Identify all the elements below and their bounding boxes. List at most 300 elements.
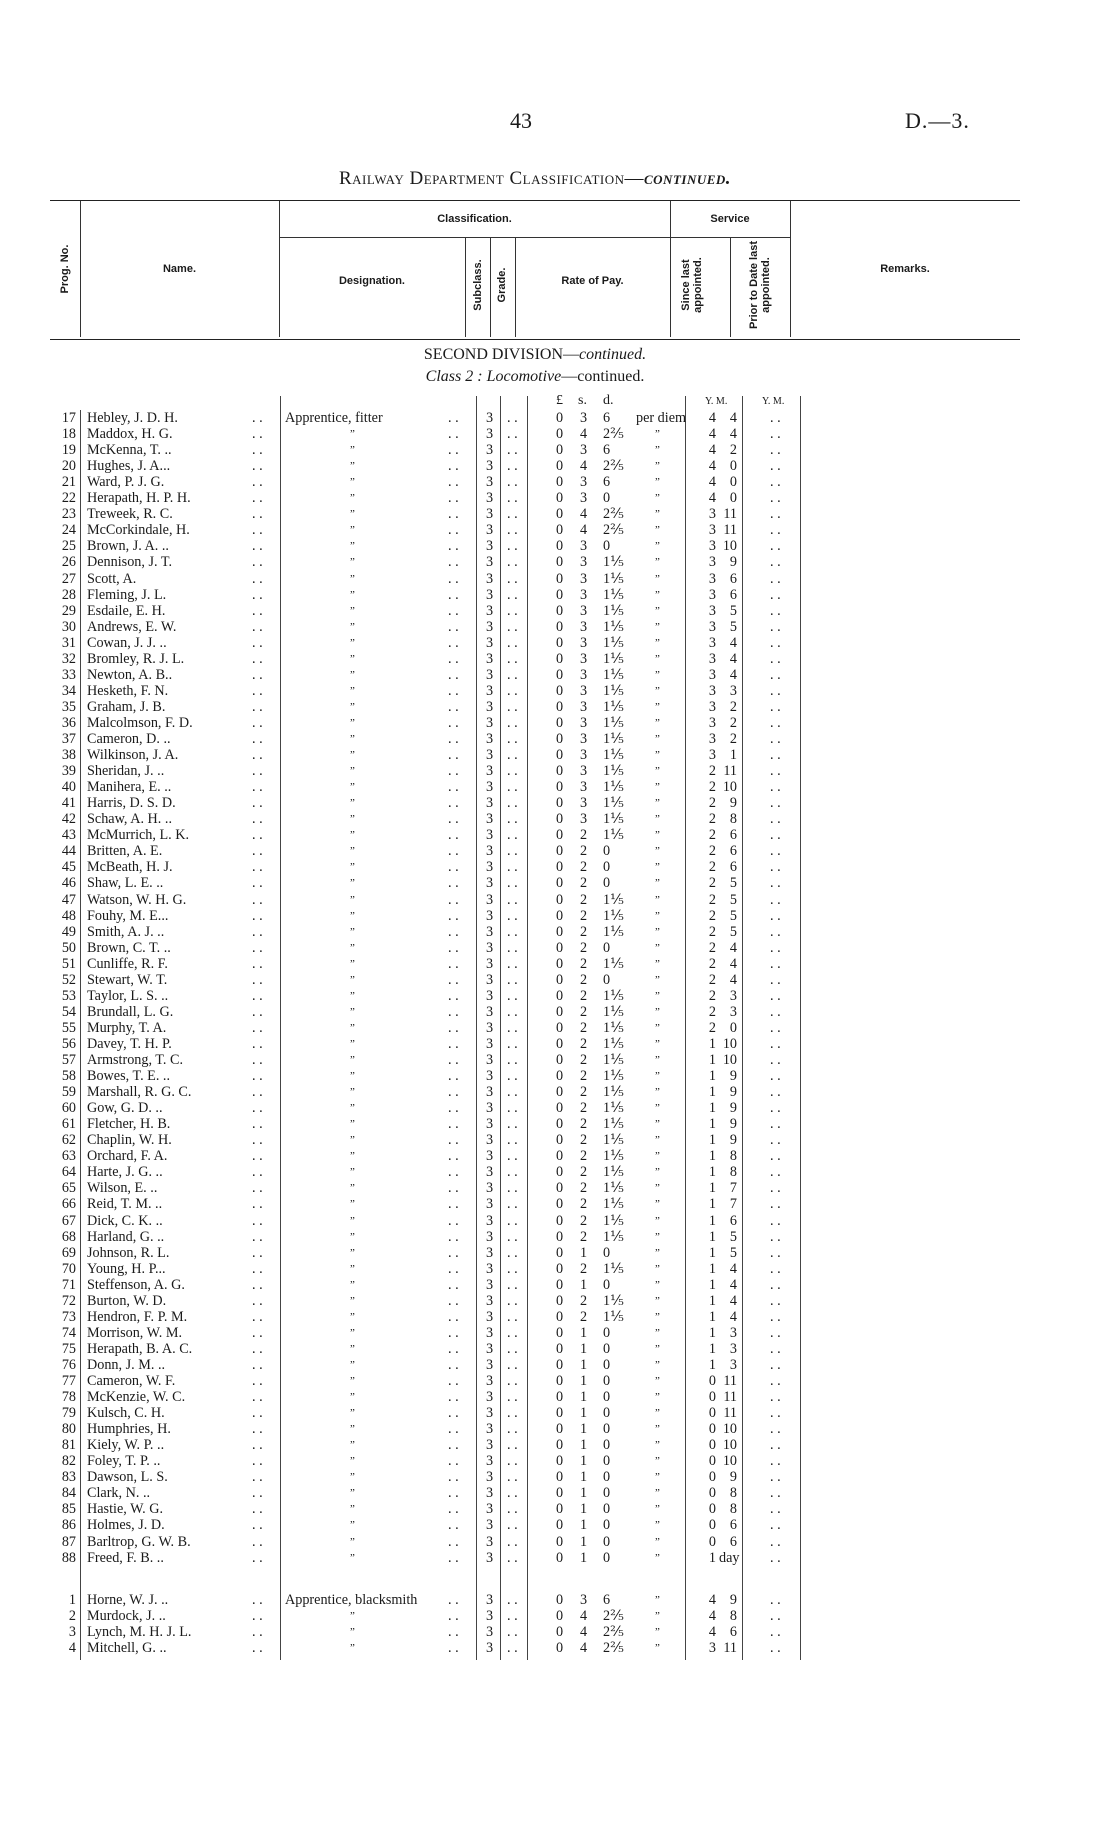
subclass-cell: 3 xyxy=(486,859,494,875)
service-months-cell: 2 xyxy=(729,442,737,458)
designation-leader-dots: . . xyxy=(448,1405,459,1421)
prog-no-cell: 54 xyxy=(61,1004,76,1020)
service-years-cell: 2 xyxy=(708,988,716,1004)
prog-no-cell: 56 xyxy=(61,1036,76,1052)
subclass-cell: 3 xyxy=(486,1116,494,1132)
prog-no-cell: 75 xyxy=(61,1341,76,1357)
prog-no-cell: 55 xyxy=(61,1020,76,1036)
service-years-cell: 1 xyxy=(708,1229,716,1245)
per-cell: ” xyxy=(655,428,660,440)
per-cell: ” xyxy=(655,1150,660,1162)
subclass-cell: 3 xyxy=(486,1164,494,1180)
service-months-cell: 4 xyxy=(729,1261,737,1277)
subclass-leader-dots: . . xyxy=(507,474,518,490)
designation-leader-dots: . . xyxy=(448,1534,459,1550)
name-cell: Britten, A. E. xyxy=(87,843,163,859)
prior-service-dots: . . xyxy=(770,490,781,506)
subclass-cell: 3 xyxy=(486,1052,494,1068)
name-leader-dots: . . xyxy=(252,1100,263,1116)
pence-cell: 1⅕ xyxy=(603,956,624,972)
name-leader-dots: . . xyxy=(252,715,263,731)
subclass-leader-dots: . . xyxy=(507,683,518,699)
table-row xyxy=(0,1640,1114,1656)
subclass-cell: 3 xyxy=(486,1624,494,1640)
subclass-cell: 3 xyxy=(486,490,494,506)
name-leader-dots: . . xyxy=(252,940,263,956)
pence-cell: 1⅕ xyxy=(603,1293,624,1309)
service-years-cell: 3 xyxy=(708,747,716,763)
designation-cell: ” xyxy=(350,556,355,568)
designation-cell: ” xyxy=(350,1198,355,1210)
subclass-cell: 3 xyxy=(486,1421,494,1437)
prior-service-dots: . . xyxy=(770,1229,781,1245)
name-leader-dots: . . xyxy=(252,1196,263,1212)
prog-no-cell: 27 xyxy=(61,571,76,587)
name-leader-dots: . . xyxy=(252,1453,263,1469)
subclass-cell: 3 xyxy=(486,699,494,715)
service-years-cell: 1 xyxy=(708,1148,716,1164)
prior-service-dots: . . xyxy=(770,699,781,715)
prior-service-dots: . . xyxy=(770,1036,781,1052)
designation-leader-dots: . . xyxy=(448,1020,459,1036)
prior-service-dots: . . xyxy=(770,1389,781,1405)
name-cell: Cameron, D. .. xyxy=(87,731,171,747)
prog-no-cell: 64 xyxy=(61,1164,76,1180)
name-cell: Manihera, E. .. xyxy=(87,779,172,795)
pence-cell: 1⅕ xyxy=(603,763,624,779)
prog-no-cell: 78 xyxy=(61,1389,76,1405)
prior-service-dots: . . xyxy=(770,811,781,827)
service-years-cell: 2 xyxy=(708,972,716,988)
shillings-cell: 2 xyxy=(580,1132,588,1148)
pounds-cell: 0 xyxy=(556,1261,564,1277)
designation-leader-dots: . . xyxy=(448,1373,459,1389)
subclass-leader-dots: . . xyxy=(507,1357,518,1373)
service-years-cell: 0 xyxy=(708,1373,716,1389)
per-cell: ” xyxy=(655,1343,660,1355)
prior-service-dots: . . xyxy=(770,924,781,940)
prior-service-dots: . . xyxy=(770,988,781,1004)
service-months-cell: 6 xyxy=(729,587,737,603)
designation-leader-dots: . . xyxy=(448,747,459,763)
pence-cell: 1⅕ xyxy=(603,892,624,908)
prior-service-dots: . . xyxy=(770,571,781,587)
service-years-cell: 2 xyxy=(708,1004,716,1020)
subclass-cell: 3 xyxy=(486,1068,494,1084)
table-row xyxy=(0,763,1114,779)
designation-cell: ” xyxy=(350,1295,355,1307)
name-cell: Brown, C. T. .. xyxy=(87,940,171,956)
pounds-cell: 0 xyxy=(556,619,564,635)
shillings-cell: 2 xyxy=(580,1004,588,1020)
table-row xyxy=(0,908,1114,924)
designation-leader-dots: . . xyxy=(448,1116,459,1132)
name-cell: Andrews, E. W. xyxy=(87,619,177,635)
service-months-cell: 11 xyxy=(723,763,737,779)
prog-no-cell: 46 xyxy=(61,875,76,891)
service-years-cell: 3 xyxy=(708,683,716,699)
pounds-cell: 0 xyxy=(556,795,564,811)
prior-service-dots: . . xyxy=(770,1277,781,1293)
prog-no-cell: 72 xyxy=(61,1293,76,1309)
service-years-cell: 0 xyxy=(708,1453,716,1469)
table-row xyxy=(0,1229,1114,1245)
designation-cell: ” xyxy=(350,1375,355,1387)
table-row xyxy=(0,1084,1114,1100)
designation-cell: ” xyxy=(350,1503,355,1515)
pence-cell: 2⅖ xyxy=(603,458,624,474)
per-cell: ” xyxy=(655,1503,660,1515)
designation-leader-dots: . . xyxy=(448,474,459,490)
service-years-cell: 0 xyxy=(708,1469,716,1485)
pence-cell: 1⅕ xyxy=(603,779,624,795)
designation-leader-dots: . . xyxy=(448,410,459,426)
pounds-cell: 0 xyxy=(556,827,564,843)
subclass-leader-dots: . . xyxy=(507,1592,518,1608)
service-months-cell: 0 xyxy=(729,458,737,474)
designation-leader-dots: . . xyxy=(448,1421,459,1437)
table-row xyxy=(0,1164,1114,1180)
pounds-cell: 0 xyxy=(556,410,564,426)
shillings-cell: 2 xyxy=(580,988,588,1004)
subclass-cell: 3 xyxy=(486,667,494,683)
per-cell: ” xyxy=(655,540,660,552)
subclass-leader-dots: . . xyxy=(507,795,518,811)
shillings-cell: 3 xyxy=(580,667,588,683)
name-leader-dots: . . xyxy=(252,587,263,603)
name-leader-dots: . . xyxy=(252,442,263,458)
per-cell: ” xyxy=(655,1086,660,1098)
service-years-cell: 1 xyxy=(708,1084,716,1100)
prior-service-dots: . . xyxy=(770,843,781,859)
subclass-cell: 3 xyxy=(486,426,494,442)
prior-service-dots: . . xyxy=(770,1116,781,1132)
designation-leader-dots: . . xyxy=(448,779,459,795)
per-cell: ” xyxy=(655,958,660,970)
name-cell: Fletcher, H. B. xyxy=(87,1116,171,1132)
pence-cell: 2⅖ xyxy=(603,506,624,522)
designation-cell: ” xyxy=(350,1642,355,1654)
pounds-cell: 0 xyxy=(556,699,564,715)
prog-no-cell: 32 xyxy=(61,651,76,667)
service-months-cell: 10 xyxy=(722,779,737,795)
per-cell: ” xyxy=(655,990,660,1002)
prior-service-dots: . . xyxy=(770,1550,781,1566)
name-cell: Humphries, H. xyxy=(87,1421,171,1437)
service-years-cell: 1 xyxy=(708,1052,716,1068)
pence-cell: 1⅕ xyxy=(603,667,624,683)
name-leader-dots: . . xyxy=(252,908,263,924)
name-leader-dots: . . xyxy=(252,1640,263,1656)
designation-cell: ” xyxy=(350,1610,355,1622)
service-years-cell: 1 xyxy=(708,1245,716,1261)
service-months-cell: 2 xyxy=(729,715,737,731)
name-cell: Watson, W. H. G. xyxy=(87,892,187,908)
designation-cell: ” xyxy=(350,701,355,713)
name-leader-dots: . . xyxy=(252,1534,263,1550)
table-row xyxy=(0,458,1114,474)
subclass-cell: 3 xyxy=(486,635,494,651)
name-leader-dots: . . xyxy=(252,1389,263,1405)
service-months-cell: 11 xyxy=(723,1389,737,1405)
pence-cell: 1⅕ xyxy=(603,1100,624,1116)
subclass-cell: 3 xyxy=(486,651,494,667)
prog-no-cell: 82 xyxy=(61,1453,76,1469)
per-cell: ” xyxy=(655,1295,660,1307)
prog-no-cell: 36 xyxy=(61,715,76,731)
name-cell: Stewart, W. T. xyxy=(87,972,168,988)
prior-service-dots: . . xyxy=(770,667,781,683)
shillings-cell: 2 xyxy=(580,940,588,956)
service-years-cell: 0 xyxy=(708,1437,716,1453)
pounds-cell: 0 xyxy=(556,1453,564,1469)
pence-cell: 1⅕ xyxy=(603,1180,624,1196)
subclass-cell: 3 xyxy=(486,875,494,891)
division-text: SECOND DIVISION— xyxy=(423,346,579,363)
name-leader-dots: . . xyxy=(252,731,263,747)
designation-cell: ” xyxy=(350,1006,355,1018)
per-cell: ” xyxy=(655,942,660,954)
prog-no-cell: 34 xyxy=(61,683,76,699)
shillings-cell: 2 xyxy=(580,843,588,859)
subclass-leader-dots: . . xyxy=(507,827,518,843)
service-years-cell: 4 xyxy=(708,474,716,490)
prog-no-cell: 44 xyxy=(61,843,76,859)
service-years-cell: 1 xyxy=(708,1293,716,1309)
service-months-cell: 6 xyxy=(729,1517,737,1533)
header-prior-to-date: Prior to Date last appointed. xyxy=(748,240,772,330)
subclass-leader-dots: . . xyxy=(507,458,518,474)
subclass-cell: 3 xyxy=(486,779,494,795)
shillings-cell: 3 xyxy=(580,683,588,699)
name-leader-dots: . . xyxy=(252,426,263,442)
prog-no-cell: 22 xyxy=(61,490,76,506)
name-cell: Chaplin, W. H. xyxy=(87,1132,172,1148)
shillings-cell: 2 xyxy=(580,1229,588,1245)
name-leader-dots: . . xyxy=(252,667,263,683)
subclass-cell: 3 xyxy=(486,731,494,747)
prior-service-dots: . . xyxy=(770,1148,781,1164)
designation-cell: ” xyxy=(350,797,355,809)
service-months-cell: 8 xyxy=(729,1148,737,1164)
shillings-cell: 3 xyxy=(580,811,588,827)
prior-service-dots: . . xyxy=(770,1293,781,1309)
per-cell: ” xyxy=(655,1038,660,1050)
per-cell: ” xyxy=(655,1610,660,1622)
name-leader-dots: . . xyxy=(252,538,263,554)
prog-no-cell: 1 xyxy=(68,1592,76,1608)
shillings-cell: 3 xyxy=(580,699,588,715)
name-leader-dots: . . xyxy=(252,859,263,875)
prior-service-dots: . . xyxy=(770,1501,781,1517)
per-cell: ” xyxy=(655,910,660,922)
name-cell: Herapath, H. P. H. xyxy=(87,490,191,506)
prior-service-dots: . . xyxy=(770,715,781,731)
designation-leader-dots: . . xyxy=(448,538,459,554)
header-since-last: Since last appointed. xyxy=(680,257,704,313)
per-cell: ” xyxy=(655,1118,660,1130)
shillings-cell: 2 xyxy=(580,1293,588,1309)
pence-cell: 1⅕ xyxy=(603,651,624,667)
per-cell: ” xyxy=(655,1006,660,1018)
per-cell: ” xyxy=(655,749,660,761)
pence-cell: 1⅕ xyxy=(603,554,624,570)
page-title xyxy=(0,168,1070,190)
subclass-leader-dots: . . xyxy=(507,1020,518,1036)
designation-cell: ” xyxy=(350,685,355,697)
name-leader-dots: . . xyxy=(252,458,263,474)
name-cell: Hendron, F. P. M. xyxy=(87,1309,188,1325)
name-cell: Esdaile, E. H. xyxy=(87,603,166,619)
service-years-cell: 1 xyxy=(708,1213,716,1229)
service-years-cell: 3 xyxy=(708,635,716,651)
prior-service-dots: . . xyxy=(770,554,781,570)
prog-no-cell: 37 xyxy=(61,731,76,747)
designation-cell: ” xyxy=(350,1086,355,1098)
designation-cell: ” xyxy=(350,781,355,793)
pence-cell: 1⅕ xyxy=(603,1036,624,1052)
shillings-cell: 1 xyxy=(580,1373,588,1389)
subclass-leader-dots: . . xyxy=(507,1164,518,1180)
designation-leader-dots: . . xyxy=(448,1592,459,1608)
per-cell: ” xyxy=(655,1327,660,1339)
prog-no-cell: 68 xyxy=(61,1229,76,1245)
designation-leader-dots: . . xyxy=(448,603,459,619)
prior-service-dots: . . xyxy=(770,1068,781,1084)
subclass-cell: 3 xyxy=(486,1485,494,1501)
pounds-cell: 0 xyxy=(556,474,564,490)
prog-no-cell: 48 xyxy=(61,908,76,924)
shillings-cell: 4 xyxy=(580,458,588,474)
name-cell: Hebley, J. D. H. xyxy=(87,410,178,426)
service-months-cell: 1 xyxy=(729,747,737,763)
pence-cell: 6 xyxy=(603,410,611,426)
designation-cell: ” xyxy=(350,990,355,1002)
shillings-cell: 2 xyxy=(580,1309,588,1325)
prog-no-cell: 26 xyxy=(61,554,76,570)
subclass-cell: 3 xyxy=(486,1277,494,1293)
prog-no-cell: 65 xyxy=(61,1180,76,1196)
subclass-leader-dots: . . xyxy=(507,1084,518,1100)
shillings-cell: 1 xyxy=(580,1421,588,1437)
subclass-leader-dots: . . xyxy=(507,1148,518,1164)
prog-no-cell: 33 xyxy=(61,667,76,683)
subclass-cell: 3 xyxy=(486,442,494,458)
name-cell: Johnson, R. L. xyxy=(87,1245,170,1261)
designation-leader-dots: . . xyxy=(448,587,459,603)
prior-service-dots: . . xyxy=(770,1517,781,1533)
prog-no-cell: 31 xyxy=(61,635,76,651)
table-row xyxy=(0,1309,1114,1325)
name-cell: Clark, N. .. xyxy=(87,1485,151,1501)
designation-cell: ” xyxy=(350,765,355,777)
subclass-cell: 3 xyxy=(486,1550,494,1566)
name-leader-dots: . . xyxy=(252,683,263,699)
designation-cell: Apprentice, blacksmith xyxy=(285,1592,418,1608)
per-cell: ” xyxy=(655,813,660,825)
name-cell: Taylor, L. S. .. xyxy=(87,988,169,1004)
per-cell: ” xyxy=(655,1102,660,1114)
subclass-leader-dots: . . xyxy=(507,1052,518,1068)
pence-cell: 0 xyxy=(603,1517,611,1533)
name-cell: Harte, J. G. .. xyxy=(87,1164,163,1180)
name-leader-dots: . . xyxy=(252,827,263,843)
designation-leader-dots: . . xyxy=(448,1437,459,1453)
service-months-cell: 9 xyxy=(729,1116,737,1132)
subclass-cell: 3 xyxy=(486,458,494,474)
prior-service-dots: . . xyxy=(770,1437,781,1453)
per-cell: ” xyxy=(655,1215,660,1227)
table-row xyxy=(0,811,1114,827)
shillings-cell: 3 xyxy=(580,538,588,554)
pounds-cell: 0 xyxy=(556,1405,564,1421)
designation-cell: ” xyxy=(350,653,355,665)
pence-cell: 1⅕ xyxy=(603,1084,624,1100)
prog-no-cell: 29 xyxy=(61,603,76,619)
pence-cell: 0 xyxy=(603,1277,611,1293)
prior-service-dots: . . xyxy=(770,892,781,908)
designation-leader-dots: . . xyxy=(448,458,459,474)
designation-cell: ” xyxy=(350,1536,355,1548)
prior-service-dots: . . xyxy=(770,1485,781,1501)
subclass-cell: 3 xyxy=(486,924,494,940)
pence-cell: 0 xyxy=(603,1437,611,1453)
name-leader-dots: . . xyxy=(252,1245,263,1261)
prog-no-cell: 81 xyxy=(61,1437,76,1453)
table-row xyxy=(0,1245,1114,1261)
prior-service-dots: . . xyxy=(770,731,781,747)
designation-cell: ” xyxy=(350,877,355,889)
pounds-cell: 0 xyxy=(556,811,564,827)
service-months-cell: 6 xyxy=(729,859,737,875)
service-years-cell: 2 xyxy=(708,763,716,779)
prior-service-dots: . . xyxy=(770,1132,781,1148)
service-years-cell: 1 xyxy=(708,1261,716,1277)
subclass-cell: 3 xyxy=(486,1180,494,1196)
prog-no-cell: 77 xyxy=(61,1373,76,1389)
service-months-cell: 5 xyxy=(729,924,737,940)
prior-service-dots: . . xyxy=(770,635,781,651)
shillings-cell: 1 xyxy=(580,1437,588,1453)
pence-cell: 0 xyxy=(603,1501,611,1517)
pence-cell: 2⅖ xyxy=(603,1640,624,1656)
shillings-cell: 1 xyxy=(580,1453,588,1469)
designation-leader-dots: . . xyxy=(448,972,459,988)
shillings-cell: 2 xyxy=(580,1164,588,1180)
shillings-cell: 3 xyxy=(580,1592,588,1608)
designation-cell: ” xyxy=(350,1263,355,1275)
service-months-cell: 4 xyxy=(729,635,737,651)
unit-ym-since: Y. M. xyxy=(705,396,728,407)
subclass-cell: 3 xyxy=(486,1100,494,1116)
prior-service-dots: . . xyxy=(770,875,781,891)
service-years-cell: 4 xyxy=(708,1608,716,1624)
designation-leader-dots: . . xyxy=(448,1261,459,1277)
service-months-cell: 5 xyxy=(729,908,737,924)
name-leader-dots: . . xyxy=(252,1405,263,1421)
name-cell: Davey, T. H. P. xyxy=(87,1036,172,1052)
pounds-cell: 0 xyxy=(556,1164,564,1180)
subclass-cell: 3 xyxy=(486,603,494,619)
pence-cell: 1⅕ xyxy=(603,619,624,635)
designation-cell: ” xyxy=(350,717,355,729)
name-leader-dots: . . xyxy=(252,924,263,940)
pence-cell: 1⅕ xyxy=(603,924,624,940)
name-leader-dots: . . xyxy=(252,1132,263,1148)
service-months-cell: 4 xyxy=(729,410,737,426)
name-cell: Gow, G. D. .. xyxy=(87,1100,163,1116)
designation-cell: ” xyxy=(350,1343,355,1355)
